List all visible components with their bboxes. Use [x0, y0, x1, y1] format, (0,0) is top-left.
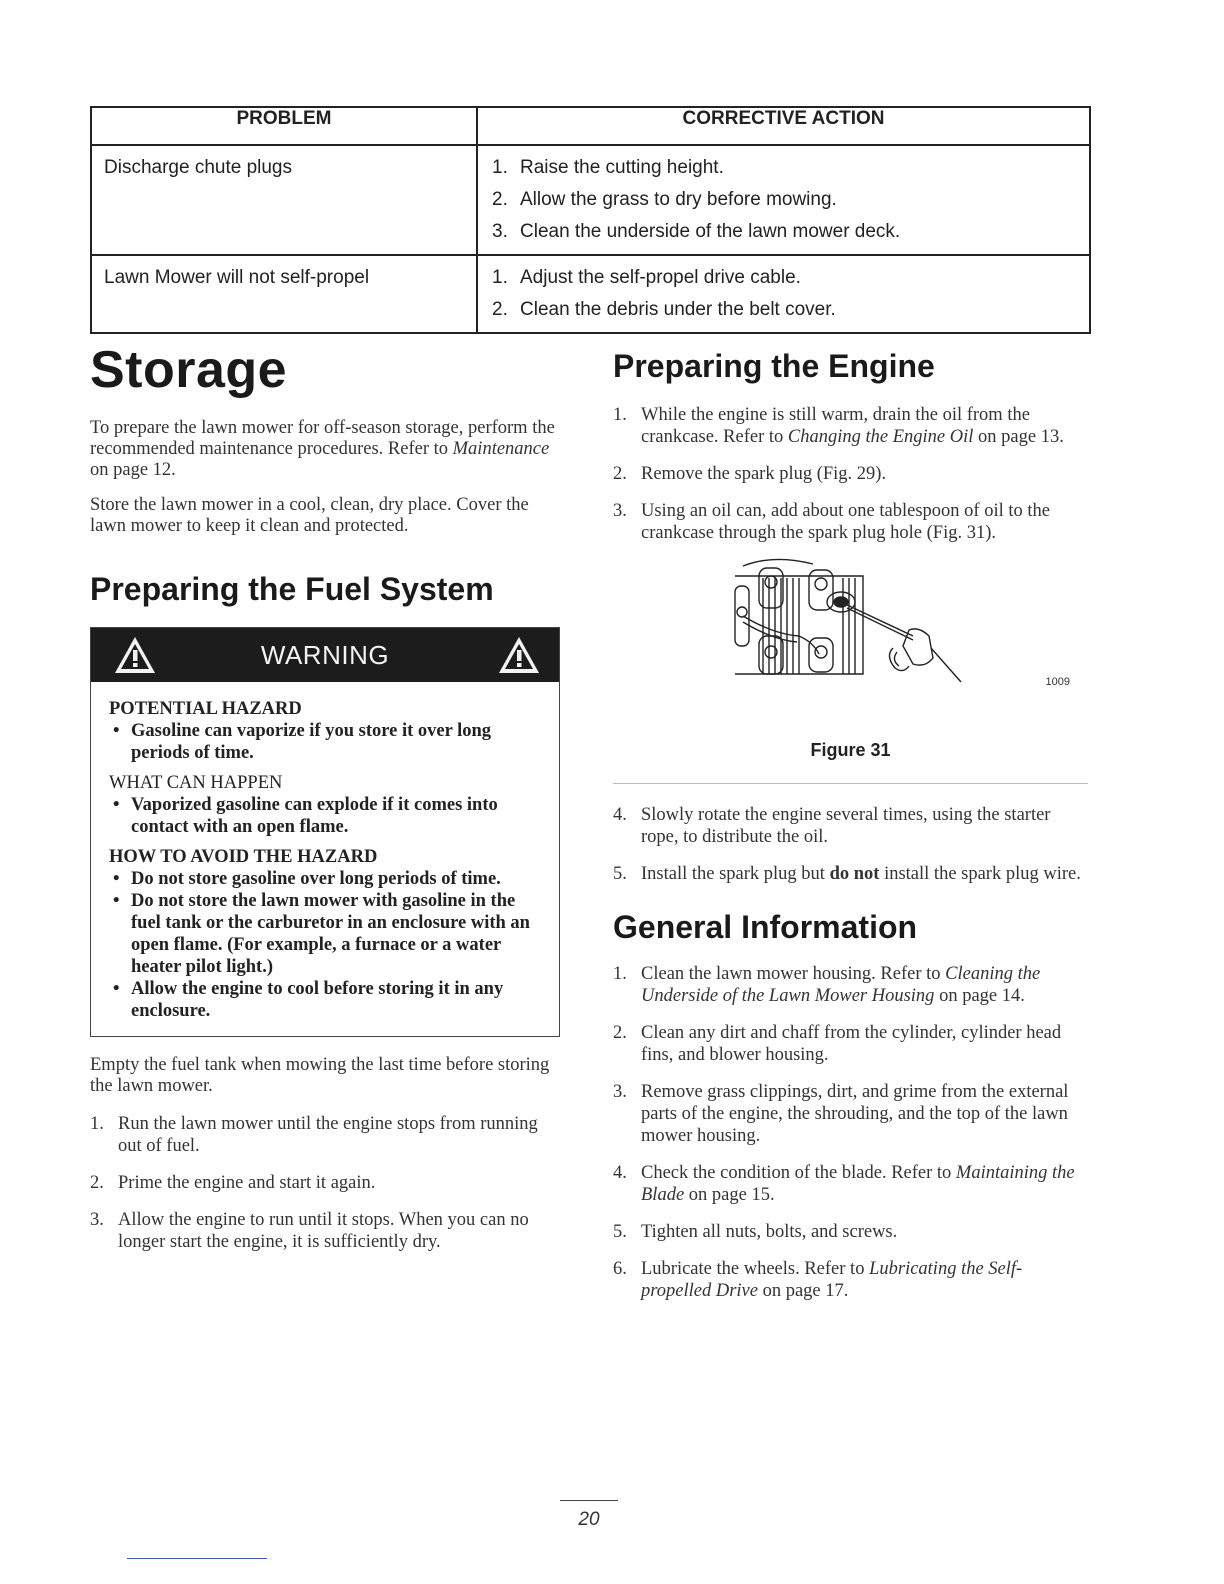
fuel-steps-list	[90, 1113, 560, 1253]
list-item: 4. Slowly rotate the engine several times, using the starter rope, to distribute the oil.	[613, 805, 1051, 847]
storage-paragraph-2: Store the lawn mower in a cool, clean, dry place. Cover the lawn mower to keep it clean and protected.	[90, 495, 529, 536]
figure-31	[613, 556, 1088, 736]
warning-bullet: • Vaporized gasoline can explode if it comes into contact with an open flame.	[109, 794, 541, 838]
list-item: 2. Remove the spark plug (Fig. 29).	[613, 464, 887, 484]
table-row	[91, 255, 1090, 333]
list-item: 4. Check the condition of the blade. Refer to Maintaining the Blade on page 15.	[613, 1163, 1075, 1205]
warning-triangle-icon	[497, 635, 541, 675]
left-column	[90, 340, 560, 1268]
action-item: 1. Raise the cutting height.	[492, 157, 724, 178]
warning-bullet: • Gasoline can vaporize if you store it over long periods of time.	[109, 720, 541, 764]
list-item: 5. Tighten all nuts, bolts, and screws.	[613, 1222, 898, 1242]
table-header-row	[91, 107, 1090, 145]
list-item: 2. Clean any dirt and chaff from the cylinder, cylinder head fins, and blower housing.	[613, 1023, 1062, 1065]
warning-bullet: • Do not store the lawn mower with gasoline in the fuel tank or the carburetor in an enclosure with an open flame. (For example, a furnace or a water heater pilot light.)	[109, 890, 541, 978]
warning-banner	[91, 628, 559, 682]
action-item: 2. Clean the debris under the belt cover.	[492, 299, 836, 320]
table-row	[91, 145, 1090, 255]
general-information-heading: General Information	[613, 909, 918, 945]
warning-box	[90, 627, 560, 1037]
fuel-paragraph: Empty the fuel tank when mowing the last time before storing the lawn mower.	[90, 1055, 550, 1096]
list-item: 6. Lubricate the wheels. Refer to Lubricating the Self-propelled Drive on page 17.	[613, 1259, 1023, 1301]
footer-line	[127, 1558, 267, 1559]
engine-heading: Preparing the Engine	[613, 348, 935, 384]
problem-cell	[91, 255, 477, 333]
figure-id: 1009	[1045, 676, 1070, 688]
warning-section-heading: HOW TO AVOID THE HAZARD	[109, 847, 378, 867]
list-item: 3. Remove grass clippings, dirt, and grime from the external parts of the engine, the shrouding, and the top of the lawn mower housing.	[613, 1082, 1069, 1146]
storage-paragraph-1: To prepare the lawn mower for off-season storage, perform the recommended maintenance procedures. Refer to Maintenance on page 12.	[90, 418, 555, 480]
divider	[613, 783, 1088, 784]
action-item: 3. Clean the underside of the lawn mower deck.	[492, 221, 901, 242]
header-corrective-action: CORRECTIVE ACTION	[477, 107, 1090, 145]
engine-steps-list-continued	[613, 804, 1088, 885]
problem-text: Lawn Mower will not self-propel	[104, 267, 370, 288]
general-steps-list	[613, 963, 1088, 1302]
engine-steps-list	[613, 404, 1088, 544]
action-cell	[477, 145, 1090, 255]
figure-caption: Figure 31	[810, 740, 891, 760]
page-number: 20	[560, 1500, 618, 1531]
problem-text: Discharge chute plugs	[104, 157, 292, 178]
list-item: 5. Install the spark plug but do not install the spark plug wire.	[613, 864, 1081, 884]
engine-oil-can-illustration	[613, 556, 1088, 736]
warning-bullet: • Allow the engine to cool before storing it in any enclosure.	[109, 978, 541, 1022]
warning-label: WARNING	[260, 639, 390, 670]
storage-heading: Storage	[90, 341, 288, 399]
action-item: 2. Allow the grass to dry before mowing.	[492, 189, 837, 210]
warning-bullet: • Do not store gasoline over long periods of time.	[109, 868, 541, 890]
problem-cell	[91, 145, 477, 255]
list-item: 3. Allow the engine to run until it stops. When you can no longer start the engine, it is sufficiently dry.	[90, 1210, 529, 1252]
list-item: 1. Run the lawn mower until the engine stops from running out of fuel.	[90, 1114, 538, 1156]
action-item: 1. Adjust the self-propel drive cable.	[492, 267, 801, 288]
list-item: 1. Clean the lawn mower housing. Refer to Cleaning the Underside of the Lawn Mower Housing on page 14.	[613, 964, 1041, 1006]
warning-section-heading: WHAT CAN HAPPEN	[109, 773, 283, 793]
warning-section-heading: POTENTIAL HAZARD	[109, 699, 302, 719]
warning-triangle-icon	[113, 635, 157, 675]
troubleshooting-table	[90, 106, 1091, 334]
warning-body	[91, 682, 559, 1036]
list-item: 2. Prime the engine and start it again.	[90, 1173, 376, 1193]
fuel-system-heading: Preparing the Fuel System	[90, 571, 494, 607]
action-cell	[477, 255, 1090, 333]
list-item: 3. Using an oil can, add about one tablespoon of oil to the crankcase through the spark plug hole (Fig. 31).	[613, 501, 1050, 543]
right-column	[613, 340, 1088, 1317]
header-problem: PROBLEM	[91, 107, 477, 145]
list-item: 1. While the engine is still warm, drain the oil from the crankcase. Refer to Changing the Engine Oil on page 13.	[613, 405, 1064, 447]
